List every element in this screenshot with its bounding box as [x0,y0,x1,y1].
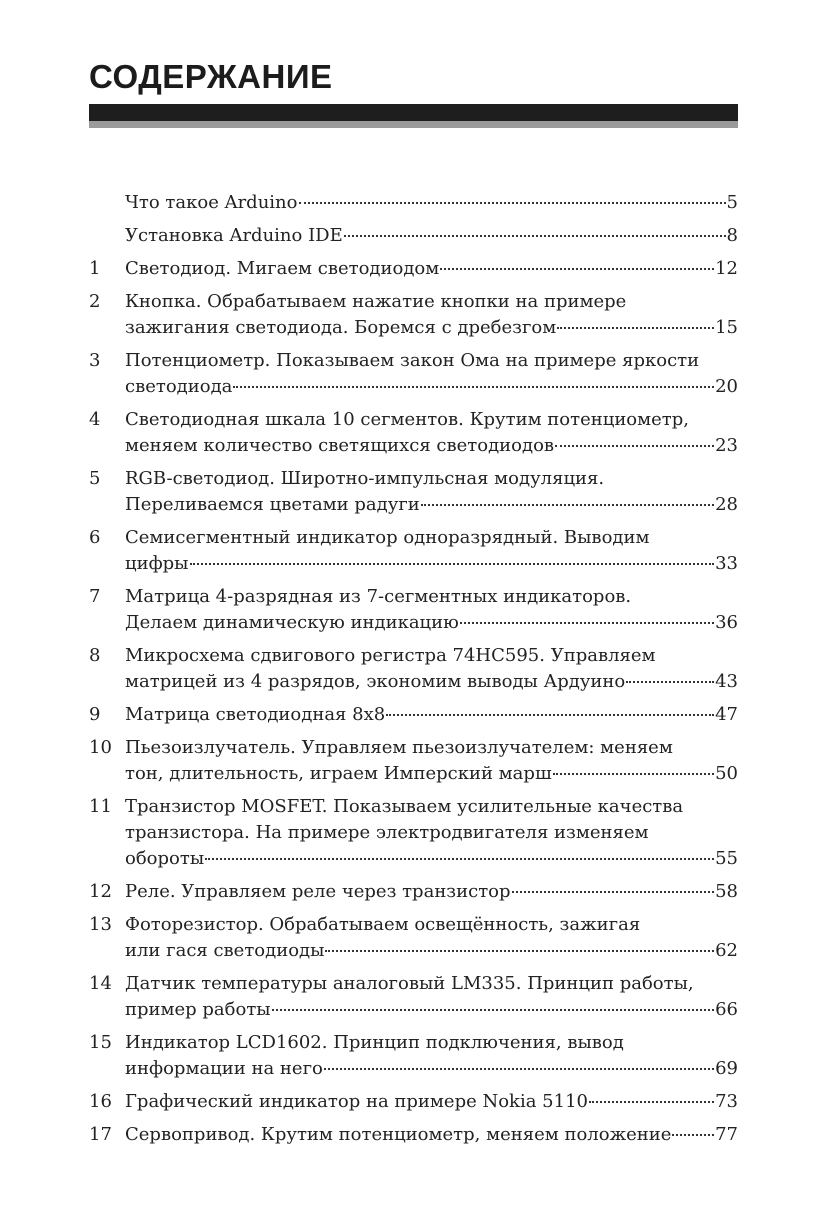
page-number: 20 [715,376,738,397]
entry-last-line [125,1089,738,1115]
entry-title-line: светодиода [125,376,233,397]
entry-title-line: Установка Arduino IDE [125,225,343,246]
entry-title-line: Датчик температуры аналоговый LM335. Принцип работы, [125,973,694,994]
chapter-number: 17 [89,1124,112,1145]
dot-leader [324,1068,714,1070]
dot-leader [325,950,714,952]
toc-entry [89,584,738,636]
dot-leader [344,235,726,237]
entry-title-line: Графический индикатор на примере Nokia 5110 [125,1091,588,1112]
entry-text [125,256,738,282]
chapter-number: 10 [89,737,112,758]
entry-text [125,584,738,636]
entry-title-line: Что такое Arduino [125,192,298,213]
dot-leader [557,327,714,329]
toc-entry [89,1089,738,1115]
entry-title-line: Светодиодная шкала 10 сегментов. Крутим потенциометр, [125,409,690,430]
entry-title-line: Сервопривод. Крутим потенциометр, меняем положение [125,1124,672,1145]
entry-title-line: Потенциометр. Показываем закон Ома на примере яркости [125,350,700,371]
entry-title-line: Матрица 4-разрядная из 7-сегментных индикаторов. [125,586,632,607]
entry-last-line [125,846,738,872]
entry-last-line [125,1122,738,1148]
dot-leader [553,773,714,775]
toc-entry [89,879,738,905]
entry-text [125,1122,738,1148]
toc-entry [89,190,738,216]
toc-entry [89,735,738,787]
toc-entry [89,702,738,728]
page-number: 12 [715,258,738,279]
page-number: 47 [715,704,738,725]
entry-last-line [125,610,738,636]
entry-text [125,466,738,518]
dot-leader [386,714,714,716]
dot-leader [205,858,714,860]
entry-last-line [125,761,738,787]
toc-entry [89,912,738,964]
entry-title-line: цифры [125,553,189,574]
entry-last-line [125,223,738,249]
page-number: 55 [715,848,738,869]
page-number: 73 [715,1091,738,1112]
entry-text [125,879,738,905]
entry-text [125,794,738,872]
chapter-number: 13 [89,914,112,935]
entry-last-line [125,938,738,964]
chapter-number: 11 [89,796,112,817]
entry-title-line: Делаем динамическую индикацию [125,612,459,633]
chapter-number: 15 [89,1032,112,1053]
toc-entry [89,525,738,577]
toc-entry [89,407,738,459]
entry-last-line [125,702,738,728]
page-number: 15 [715,317,738,338]
chapter-number: 4 [89,409,101,430]
dot-leader [626,681,714,683]
entry-text [125,223,738,249]
chapter-number: 6 [89,527,101,548]
entry-last-line [125,315,738,341]
chapter-number: 3 [89,350,101,371]
toc-entry [89,794,738,872]
entry-text [125,407,738,459]
entry-last-line [125,551,738,577]
entry-text [125,190,738,216]
dot-leader [299,202,726,204]
dot-leader [589,1101,714,1103]
entry-title-line: информации на него [125,1058,323,1079]
entry-last-line [125,433,738,459]
page-number: 33 [715,553,738,574]
entry-last-line [125,190,738,216]
entry-title-line: зажигания светодиода. Боремся с дребезгом [125,317,557,338]
page-number: 8 [726,225,738,246]
toc-entry [89,289,738,341]
page-number: 50 [715,763,738,784]
page-number: 62 [715,940,738,961]
entry-title-line: Матрица светодиодная 8х8 [125,704,386,725]
entry-text [125,1030,738,1082]
chapter-number: 8 [89,645,101,666]
entry-text [125,525,738,577]
dot-leader [512,891,715,893]
title-rule-dark [89,104,738,122]
page-number: 28 [715,494,738,515]
toc-entry [89,1122,738,1148]
toc-entry [89,256,738,282]
entry-title-line: транзистора. На примере электродвигателя изменяем [125,822,649,843]
entry-title-line: Семисегментный индикатор одноразрядный. Выводим [125,527,650,548]
entry-title-line: пример работы [125,999,271,1020]
entry-title-line: Транзистор MOSFET. Показываем усилительные качества [125,796,684,817]
chapter-number: 2 [89,291,101,312]
entry-title-line: меняем количество светящихся светодиодов [125,435,555,456]
entry-title-line: Реле. Управляем реле через транзистор [125,881,511,902]
entry-text [125,643,738,695]
chapter-number: 16 [89,1091,112,1112]
page-number: 43 [715,671,738,692]
dot-leader [272,1009,714,1011]
entry-last-line [125,669,738,695]
toc-entry [89,223,738,249]
dot-leader [460,622,714,624]
entry-text [125,702,738,728]
page-number: 66 [715,999,738,1020]
entry-last-line [125,1056,738,1082]
entry-title-line: обороты [125,848,205,869]
chapter-number: 5 [89,468,101,489]
dot-leader [555,445,714,447]
page-number: 36 [715,612,738,633]
entry-title-line: тон, длительность, играем Имперский марш [125,763,552,784]
entry-text [125,971,738,1023]
page-title: СОДЕРЖАНИЕ [89,58,333,95]
entry-title-line: Кнопка. Обрабатываем нажатие кнопки на примере [125,291,627,312]
page-number: 77 [715,1124,738,1145]
dot-leader [440,268,714,270]
entry-title-line: или гася светодиоды [125,940,325,961]
entry-last-line [125,879,738,905]
entry-text [125,289,738,341]
entry-last-line [125,997,738,1023]
entry-title-line: Микросхема сдвигового регистра 74HC595. Управляем [125,645,656,666]
entry-title-line: Фоторезистор. Обрабатываем освещённость, зажигая [125,914,641,935]
entry-text [125,348,738,400]
toc-entry [89,1030,738,1082]
page-number: 5 [726,192,738,213]
entry-text [125,912,738,964]
page-number: 69 [715,1058,738,1079]
page-number: 23 [715,435,738,456]
entry-title-line: Переливаемся цветами радуги [125,494,420,515]
chapter-number: 14 [89,973,112,994]
entry-title-line: Светодиод. Мигаем светодиодом [125,258,440,279]
page-number: 58 [715,881,738,902]
entry-last-line [125,492,738,518]
toc-entry [89,348,738,400]
entry-last-line [125,374,738,400]
entry-title-line: Пьезоизлучатель. Управляем пьезоизлучателем: меняем [125,737,673,758]
chapter-number: 9 [89,704,101,725]
entry-text [125,735,738,787]
entry-title-line: Индикатор LCD1602. Принцип подключения, вывод [125,1032,624,1053]
toc-entry [89,971,738,1023]
chapter-number: 7 [89,586,101,607]
toc-entry [89,466,738,518]
dot-leader [233,386,714,388]
toc-list [89,190,738,1155]
toc-entry [89,643,738,695]
title-rule-light [89,121,738,128]
chapter-number: 12 [89,881,112,902]
entry-title-line: матрицей из 4 разрядов, экономим выводы Ардуино [125,671,626,692]
entry-text [125,1089,738,1115]
dot-leader [421,504,714,506]
entry-title-line: RGB-светодиод. Широтно-импульсная модуляция. [125,468,605,489]
dot-leader [190,563,715,565]
dot-leader [672,1134,714,1136]
entry-last-line [125,256,738,282]
chapter-number: 1 [89,258,101,279]
